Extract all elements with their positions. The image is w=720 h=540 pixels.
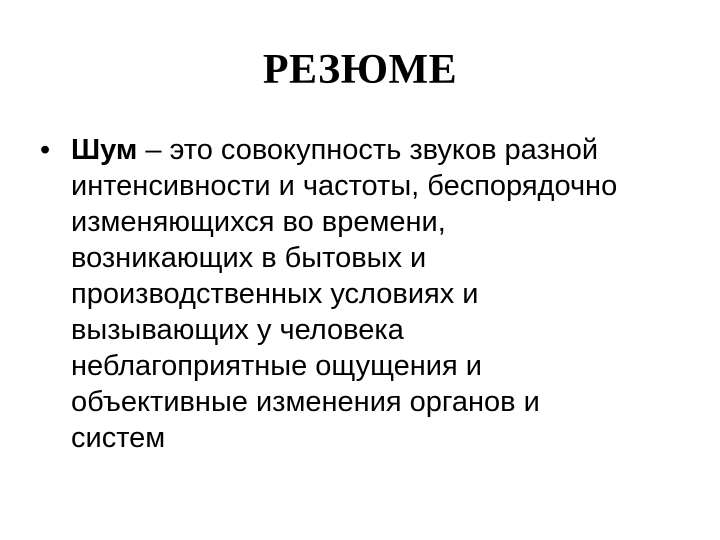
bullet-line-2: интенсивности и частоты, беспорядочно (71, 170, 618, 202)
bullet-line-3: изменяющихся во времени, (71, 206, 446, 238)
bullet-line-1-text: – это совокупность звуков разной (137, 134, 599, 166)
bullet-item (40, 132, 680, 456)
bullet-term: Шум (71, 134, 138, 166)
bullet-line-7: неблагоприятные ощущения и (71, 350, 482, 382)
bullet-line-9: систем (71, 422, 166, 454)
bullet-text (71, 132, 680, 456)
bullet-list (40, 132, 680, 456)
slide-title: РЕЗЮМЕ (262, 47, 458, 93)
bullet-line-4: возникающих в бытовых и (71, 242, 427, 274)
bullet-marker: • (40, 134, 51, 166)
bullet-line-5: производственных условиях и (71, 278, 479, 310)
bullet-line-1 (71, 132, 680, 168)
bullet-line-6: вызывающих у человека (71, 314, 404, 346)
bullet-line-8: объективные изменения органов и (71, 386, 540, 418)
